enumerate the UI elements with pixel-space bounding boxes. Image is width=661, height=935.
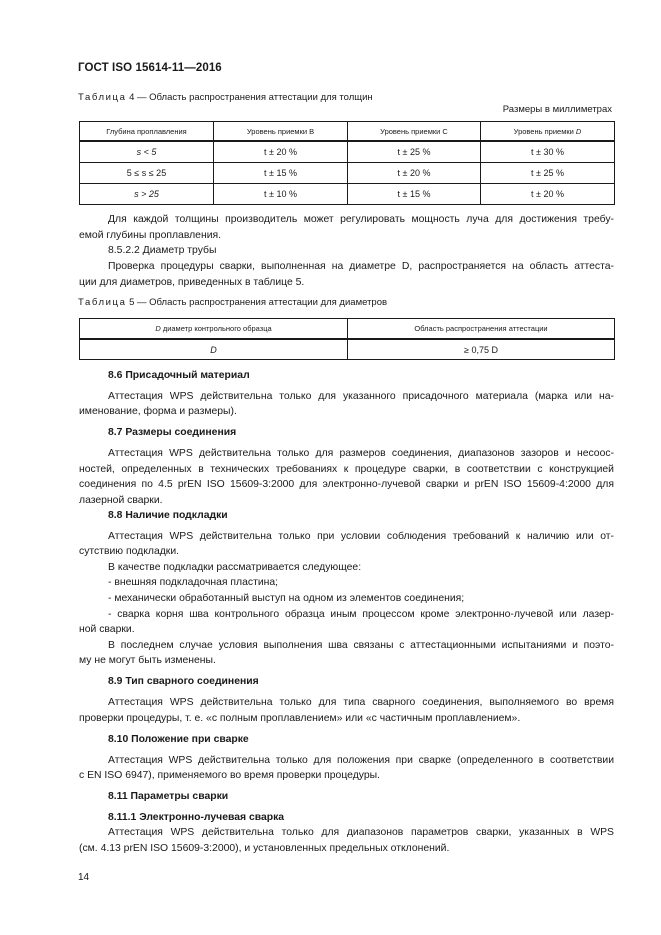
subsection-heading: 8.11.1 Электронно-лучевая сварка — [108, 812, 285, 823]
table-cell: 5 ≤ s ≤ 25 — [80, 163, 214, 184]
table4-caption — [78, 92, 373, 103]
section-heading: 8.7 Размеры соединения — [108, 427, 237, 438]
table-header-row — [80, 319, 615, 340]
table-row — [80, 184, 615, 205]
table-cell: s < 5 — [80, 141, 214, 163]
page-number: 14 — [78, 872, 90, 883]
table-row — [80, 163, 615, 184]
paragraph-line: (см. 4.13 prEN ISO 15609-3:2000), и установленных предельных отклонений. — [79, 843, 450, 854]
column-header: Уровень приемки C — [348, 122, 481, 142]
diameter-table — [79, 318, 615, 360]
column-header: Глубина проплавления — [80, 122, 214, 142]
table-cell: t ± 15 % — [214, 163, 348, 184]
table-cell: t ± 20 % — [348, 163, 481, 184]
paragraph-line: сутствию подкладки. — [79, 546, 180, 557]
document-header: ГОСТ ISO 15614-11—2016 — [78, 62, 222, 74]
table-row — [80, 141, 615, 163]
section-heading: 8.10 Положение при сварке — [108, 734, 249, 745]
section-heading: 8.8 Наличие подкладки — [108, 510, 228, 521]
paragraph-line: В последнем случае условия выполнения шва связаны с аттестационными испытаниями и поэто- — [108, 640, 614, 651]
subsection-title: 8.5.2.2 Диаметр трубы — [108, 245, 217, 256]
paragraph-line: Аттестация WPS действительна только для типа сварного соединения, выполняемого во время — [108, 697, 614, 708]
list-item: - внешняя подкладочная пластина; — [108, 577, 279, 588]
table5-caption-text: 5 — Область распространения аттестации для диаметров — [129, 297, 388, 308]
section-heading: 8.11 Параметры сварки — [108, 791, 229, 802]
paragraph-line: проверки процедуры, т. е. «с полным проплавлением» или «с частичным проплавлением». — [79, 713, 521, 724]
paragraph-line: емой глубины проплавления. — [79, 230, 222, 241]
table4-units: Размеры в миллиметрах — [502, 104, 612, 115]
column-header: Уровень приемки D — [481, 122, 615, 142]
paragraph-line: ции для диаметров, приведенных в таблице 5. — [79, 277, 305, 288]
section-heading: 8.9 Тип сварного соединения — [108, 676, 259, 687]
paragraph-line: ностей, определенных в технических требованиях к процедуре сварки, в соответствии с конструкцией — [79, 464, 614, 475]
paragraph-line: Для каждой толщины производитель может регулировать мощность луча для достижения требу- — [108, 214, 614, 225]
paragraph-line: Аттестация WPS действительна только для размеров соединения, диапазонов зазоров и несоос- — [108, 448, 614, 459]
paragraph-line: лазерной сварки. — [79, 495, 163, 506]
table-cell: t ± 25 % — [481, 163, 615, 184]
list-item: - сварка корня шва контрольного образца иным процессом кроме электронно-лучевой или лазер- — [108, 609, 614, 620]
paragraph-line: Аттестация WPS действительна только для диапазонов параметров сварки, указанных в WPS — [108, 827, 614, 838]
paragraph-line: В качестве подкладки рассматривается следующее: — [108, 562, 362, 573]
column-header: D диаметр контрольного образца — [80, 319, 348, 340]
column-header: Область распространения аттестации — [348, 319, 615, 340]
list-item: - механически обработанный выступ на одном из элементов соединения; — [108, 593, 465, 604]
table-cell: D — [80, 339, 348, 360]
thickness-table — [79, 121, 615, 205]
table-cell: ≥ 0,75 D — [348, 339, 615, 360]
paragraph-line: соединения по 4.5 prEN ISO 15609-3:2000 для электронно-лучевой сварки и prEN ISO 15609-4:2000 для — [79, 479, 614, 490]
section-heading: 8.6 Присадочный материал — [108, 370, 250, 381]
paragraph-line: ной сварки. — [79, 624, 135, 635]
table-cell: t ± 15 % — [348, 184, 481, 205]
table-cell: t ± 20 % — [214, 141, 348, 163]
table-cell: s > 25 — [80, 184, 214, 205]
table4-caption-text: 4 — Область распространения аттестации для толщин — [129, 92, 373, 103]
column-header: Уровень приемки B — [214, 122, 348, 142]
table-cell: t ± 20 % — [481, 184, 615, 205]
paragraph-line: Проверка процедуры сварки, выполненная на диаметре D, распространяется на область аттеста- — [108, 261, 614, 272]
table5-caption — [78, 297, 387, 308]
paragraph-line: именование, форма и размеры). — [79, 406, 237, 417]
table-cell: t ± 30 % — [481, 141, 615, 163]
paragraph-line: му не могут быть изменены. — [79, 655, 216, 666]
table-header-row — [80, 122, 615, 142]
paragraph-line: Аттестация WPS действительна только для положения при сварке (определенного в соответствии — [108, 755, 614, 766]
table-row — [80, 339, 615, 360]
paragraph-line: Аттестация WPS действительна только при условии соблюдения требований к наличию или от- — [108, 531, 614, 542]
table-cell: t ± 10 % — [214, 184, 348, 205]
table4-caption-prefix: Таблица — [78, 92, 127, 103]
table5-caption-prefix: Таблица — [78, 297, 127, 308]
table-cell: t ± 25 % — [348, 141, 481, 163]
paragraph-line: Аттестация WPS действительна только для указанного присадочного материала (марка или на- — [108, 391, 614, 402]
paragraph-line: с EN ISO 6947), применяемого во время проверки процедуры. — [79, 770, 380, 781]
